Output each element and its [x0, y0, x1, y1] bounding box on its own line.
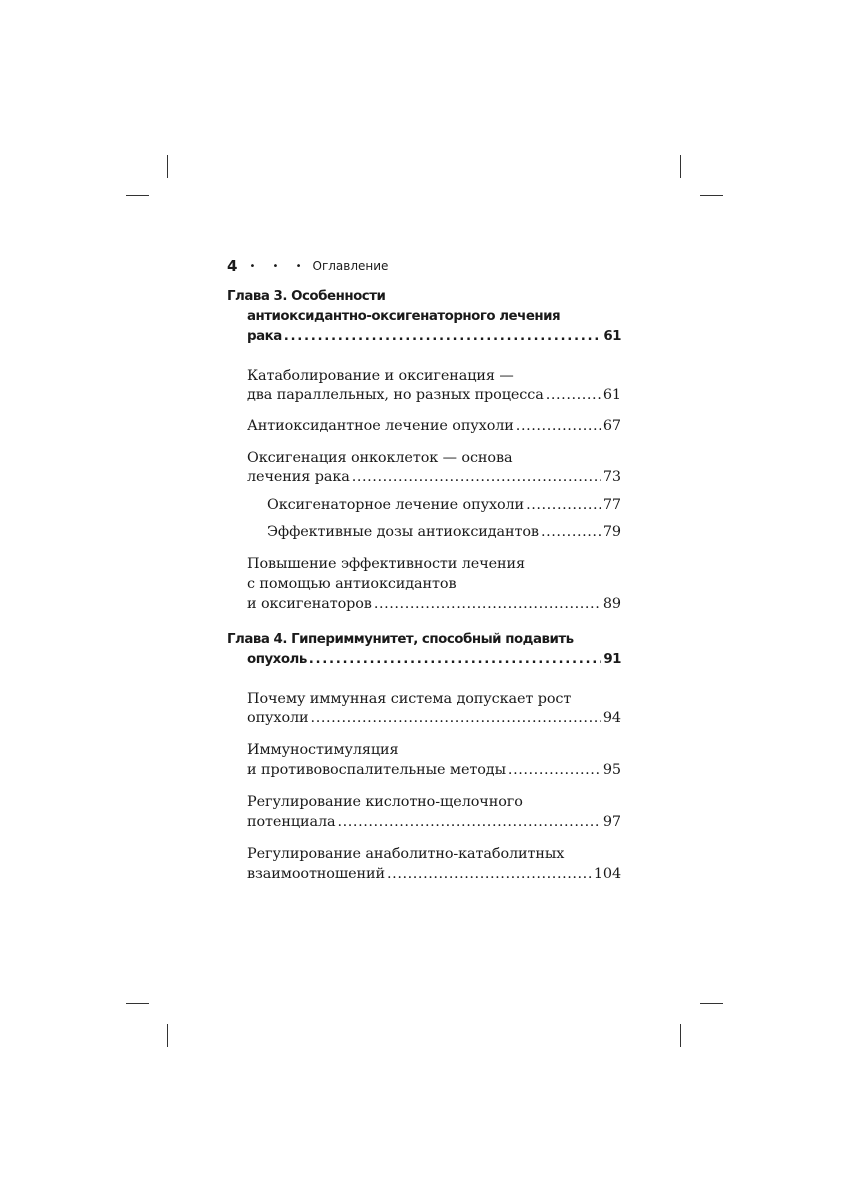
toc-subentry[interactable] [267, 524, 621, 540]
dot-leader [284, 329, 602, 344]
toc-entry-title: Регулирование анаболитно-катаболитных [247, 846, 565, 862]
toc-page-number: 79 [602, 524, 621, 540]
toc-page-number: 61 [603, 329, 621, 344]
crop-mark [700, 195, 723, 196]
toc-entry-title: Оксигенаторное лечение опухоли [267, 497, 525, 513]
toc-entry-title: и противовоспалительные методы [247, 762, 506, 778]
dot-leader [526, 497, 601, 513]
toc-page-number: 94 [602, 710, 621, 726]
toc-page-number: 61 [602, 387, 621, 403]
dot-leader [546, 387, 601, 403]
dot-leader [541, 524, 601, 540]
dot-leader [516, 418, 601, 434]
chapter-3-title: Глава 3. Особенности [227, 289, 386, 304]
chapter-4-title: Глава 4. Гипериммунитет, способный подавить [227, 632, 574, 647]
toc-entry-title: опухоль [247, 652, 307, 667]
running-header [227, 256, 388, 276]
dot-leader [352, 469, 601, 485]
toc-entry[interactable] [247, 814, 621, 830]
crop-mark [700, 1003, 723, 1004]
toc-subentry[interactable] [267, 497, 621, 513]
toc-entry-title: лечения рака [247, 469, 350, 485]
toc-entry-title: потенциала [247, 814, 336, 830]
crop-mark [167, 1024, 168, 1047]
crop-mark [680, 1024, 681, 1047]
toc-entry-title: и оксигенаторов [247, 596, 372, 612]
dot-leader [337, 814, 600, 830]
crop-mark [126, 195, 149, 196]
toc-page-number: 73 [602, 469, 621, 485]
header-bullets: • • • [249, 260, 309, 272]
toc-entry-title: Катаболирование и оксигенация — [247, 368, 514, 384]
toc-entry[interactable] [247, 762, 621, 778]
dot-leader [311, 710, 601, 726]
toc-entry-title: Антиоксидантное лечение опухоли [247, 418, 514, 434]
toc-entry[interactable] [247, 469, 621, 485]
toc-entry-title: Иммуностимуляция [247, 742, 399, 758]
toc-entry-title: рака [247, 329, 282, 344]
toc-entry-title: с помощью антиоксидантов [247, 576, 457, 592]
toc-entry-title: Регулирование кислотно-щелочного [247, 794, 523, 810]
toc-page-number: 67 [602, 418, 621, 434]
toc-entry[interactable] [247, 418, 621, 434]
dot-leader [508, 762, 601, 778]
toc-entry-title: Повышение эффективности лечения [247, 556, 525, 572]
toc-page-number: 95 [602, 762, 621, 778]
dot-leader [309, 652, 602, 667]
dot-leader [374, 596, 601, 612]
dot-leader [387, 866, 592, 882]
crop-mark [167, 155, 168, 178]
toc-entry-title: два параллельных, но разных процесса [247, 387, 544, 403]
toc-page-number: 97 [602, 814, 621, 830]
toc-entry[interactable] [247, 710, 621, 726]
crop-mark [126, 1003, 149, 1004]
toc-entry[interactable] [247, 596, 621, 612]
toc-page-number: 104 [593, 866, 621, 882]
toc-entry-title: Оксигенация онкоклеток — основа [247, 450, 513, 466]
toc-page-number: 77 [602, 497, 621, 513]
toc-page-number: 91 [603, 652, 621, 667]
toc-entry-title: Эффективные дозы антиоксидантов [267, 524, 539, 540]
toc-page-number: 89 [602, 596, 621, 612]
toc-entry-chapter-4[interactable] [247, 652, 621, 667]
chapter-3-title-cont: антиоксидантно-оксигенаторного лечения [247, 309, 561, 324]
toc-entry-title: взаимоотношений [247, 866, 386, 882]
page-number: 4 [227, 257, 238, 275]
section-title: Оглавление [312, 259, 389, 273]
toc-entry-title: Почему иммунная система допускает рост [247, 691, 572, 707]
toc-entry[interactable] [247, 387, 621, 403]
toc-entry[interactable] [247, 866, 621, 882]
toc-entry-chapter-3[interactable] [247, 329, 621, 344]
crop-mark [680, 155, 681, 178]
toc-entry-title: опухоли [247, 710, 309, 726]
